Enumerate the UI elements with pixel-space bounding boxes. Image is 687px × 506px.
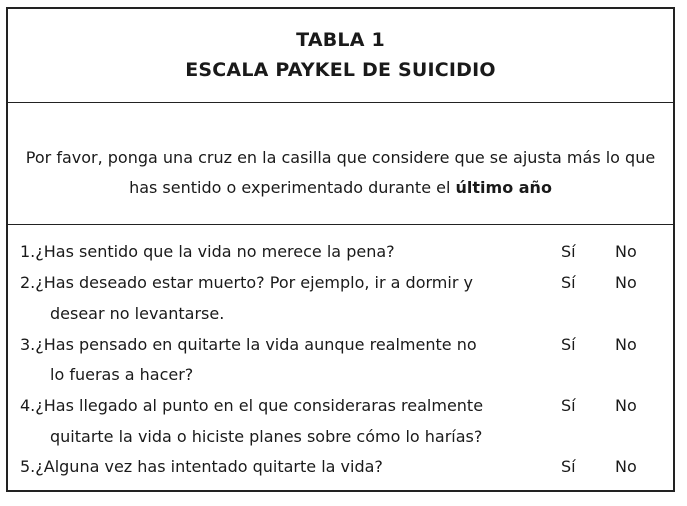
questions-section bbox=[8, 225, 673, 490]
question-2-yes-option[interactable]: Sí bbox=[561, 273, 576, 292]
question-2-no-option[interactable]: No bbox=[615, 273, 637, 292]
question-3-line-1: 3.¿Has pensado en quitarte la vida aunque realmente no bbox=[20, 335, 477, 354]
question-3-yes-option[interactable]: Sí bbox=[561, 335, 576, 354]
table-header bbox=[8, 9, 673, 103]
question-4-line-1: 4.¿Has llegado al punto en el que consideraras realmente bbox=[20, 396, 484, 415]
instructions-emphasis: último año bbox=[455, 178, 552, 197]
question-4-no-option[interactable]: No bbox=[615, 396, 637, 415]
question-2-line-2: desear no levantarse. bbox=[50, 304, 225, 323]
question-1-no-option[interactable]: No bbox=[615, 242, 637, 261]
question-5-yes-option[interactable]: Sí bbox=[561, 457, 576, 476]
question-4-yes-option[interactable]: Sí bbox=[561, 396, 576, 415]
question-3-line-2: lo fueras a hacer? bbox=[50, 365, 194, 384]
instructions-section bbox=[8, 103, 673, 225]
question-5-no-option[interactable]: No bbox=[615, 457, 637, 476]
instructions-text bbox=[18, 143, 663, 203]
question-3-no-option[interactable]: No bbox=[615, 335, 637, 354]
table-number: TABLA 1 bbox=[296, 29, 385, 51]
table-title: ESCALA PAYKEL DE SUICIDIO bbox=[185, 59, 496, 81]
question-4-line-2: quitarte la vida o hiciste planes sobre cómo lo harías? bbox=[50, 427, 483, 446]
question-1-line-1: 1.¿Has sentido que la vida no merece la pena? bbox=[20, 242, 395, 261]
question-5-line-1: 5.¿Alguna vez has intentado quitarte la vida? bbox=[20, 457, 383, 476]
question-1-yes-option[interactable]: Sí bbox=[561, 242, 576, 261]
instructions-main: Por favor, ponga una cruz en la casilla que considere que se ajusta más lo que has sentido o experimentado durante el bbox=[25, 148, 656, 197]
question-2-line-1: 2.¿Has deseado estar muerto? Por ejemplo, ir a dormir y bbox=[20, 273, 473, 292]
paykel-table bbox=[6, 7, 675, 492]
